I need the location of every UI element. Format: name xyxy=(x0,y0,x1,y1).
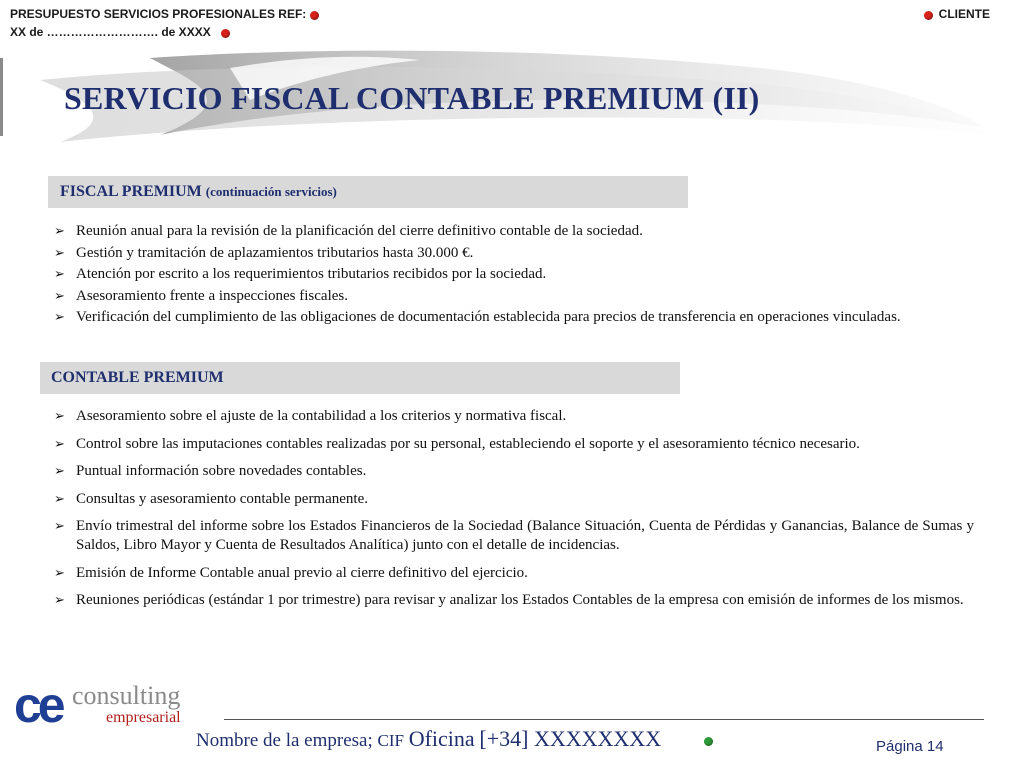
list-item-text: Asesoramiento sobre el ajuste de la contabilidad a los criterios y normativa fiscal. xyxy=(76,408,567,424)
list-item-text: Atención por escrito a los requerimientos tributarios recibidos por la sociedad. xyxy=(76,266,547,282)
fiscal-premium-heading xyxy=(48,176,688,208)
list-item-text: Gestión y tramitación de aplazamientos tributarios hasta 30.000 €. xyxy=(76,244,474,261)
arrow-bullet-icon: ➢ xyxy=(54,565,65,581)
contable-heading-label: CONTABLE PREMIUM xyxy=(51,369,224,386)
header-reference: PRESUPUESTO SERVICIOS PROFESIONALES REF: xyxy=(10,7,307,21)
footer-cif: CIF xyxy=(377,731,404,750)
contable-premium-heading xyxy=(40,362,680,394)
page-number: Página 14 xyxy=(876,738,944,755)
arrow-bullet-icon: ➢ xyxy=(54,245,65,261)
footer-company: Nombre de la empresa; xyxy=(196,730,373,751)
arrow-bullet-icon: ➢ xyxy=(54,491,65,507)
list-item-text: Control sobre las imputaciones contables realizadas por su personal, estableciendo el soporte y el asesoramiento técnico necesario. xyxy=(76,435,860,452)
list-item xyxy=(52,308,982,327)
arrow-bullet-icon: ➢ xyxy=(54,310,65,325)
fiscal-subheading-label: (continuación servicios) xyxy=(205,184,337,199)
arrow-bullet-icon: ➢ xyxy=(54,288,65,304)
footer-phone: [+34] XXXXXXXX xyxy=(479,726,662,751)
list-item xyxy=(52,265,982,284)
list-item xyxy=(52,517,974,555)
red-dot-icon xyxy=(310,11,319,20)
red-dot-icon xyxy=(221,29,230,38)
arrow-bullet-icon: ➢ xyxy=(54,593,65,608)
list-item-text: Reunión anual para la revisión de la planificación del cierre definitivo contable de la sociedad. xyxy=(76,223,643,239)
list-item xyxy=(52,407,974,426)
logo-word-empresarial: empresarial xyxy=(106,709,181,726)
list-item xyxy=(52,222,982,241)
list-item xyxy=(52,287,982,306)
list-item xyxy=(52,564,974,583)
footer-office: Oficina xyxy=(408,726,475,751)
list-item-text: Emisión de Informe Contable anual previo al cierre definitivo del ejercicio. xyxy=(76,564,528,581)
logo-word-consulting: consulting xyxy=(72,681,181,710)
list-item-text: Asesoramiento frente a inspecciones fiscales. xyxy=(76,287,348,304)
arrow-bullet-icon: ➢ xyxy=(54,409,65,424)
left-accent-bar xyxy=(0,58,3,136)
list-item-text: Consultas y asesoramiento contable permanente. xyxy=(76,490,368,507)
list-item xyxy=(52,591,974,610)
logo-mark: ce xyxy=(14,680,62,728)
footer-contact xyxy=(196,726,661,752)
green-dot-icon xyxy=(704,737,713,746)
list-item-text: Reuniones periódicas (estándar 1 por trimestre) para revisar y analizar los Estados Contables de la empresa con emisión de informes de los mismos. xyxy=(76,592,964,608)
list-item xyxy=(52,244,982,263)
red-dot-icon xyxy=(924,11,933,20)
contable-service-list xyxy=(52,407,974,619)
header-client: CLIENTE xyxy=(938,7,990,21)
list-item xyxy=(52,462,974,481)
arrow-bullet-icon: ➢ xyxy=(54,464,65,479)
list-item xyxy=(52,435,974,454)
list-item-text: Verificación del cumplimiento de las obligaciones de documentación establecida para precios de transferencia en operaciones vinculadas. xyxy=(76,309,901,325)
arrow-bullet-icon: ➢ xyxy=(54,267,65,282)
fiscal-service-list xyxy=(52,222,982,330)
list-item xyxy=(52,490,974,509)
fiscal-heading-label: FISCAL PREMIUM xyxy=(60,183,202,200)
page-title: SERVICIO FISCAL CONTABLE PREMIUM (II) xyxy=(64,80,760,116)
arrow-bullet-icon: ➢ xyxy=(54,224,65,239)
company-logo xyxy=(14,680,214,728)
list-item-text: Puntual información sobre novedades contables. xyxy=(76,463,367,479)
footer-divider xyxy=(224,719,984,720)
arrow-bullet-icon: ➢ xyxy=(54,519,65,534)
header-date: XX de ………………………. de XXXX xyxy=(10,25,211,39)
list-item-text: Envío trimestral del informe sobre los Estados Financieros de la Sociedad (Balance Situación, Cuenta de Pérdidas y Ganancias, Balance de Sumas y Saldos, Libro Mayor y Cuenta de Resultados Analítica) junto con el detalle de incidencias. xyxy=(76,518,974,553)
arrow-bullet-icon: ➢ xyxy=(54,436,65,452)
